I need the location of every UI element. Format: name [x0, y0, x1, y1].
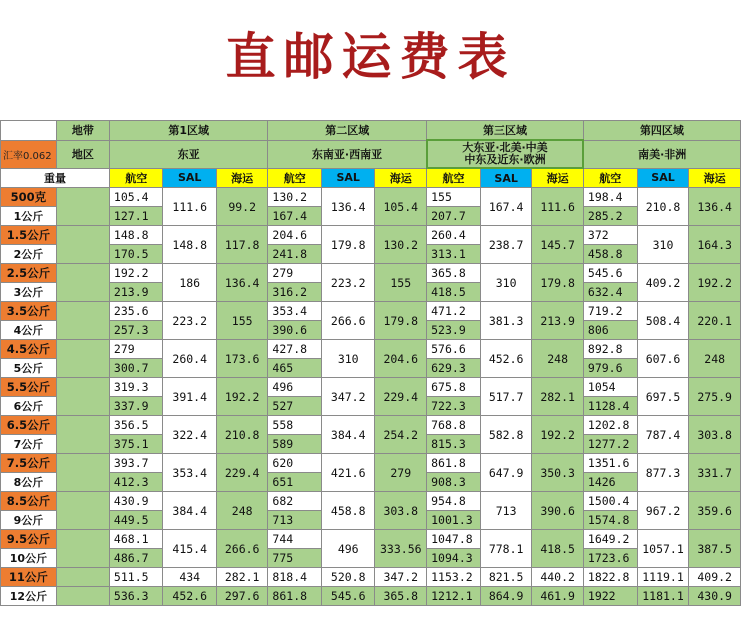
- air-rate-cell: 300.7: [109, 359, 163, 378]
- air-rate-cell: 313.1: [427, 245, 481, 264]
- sea-rate-cell: 282.1: [532, 378, 584, 416]
- sal-rate-cell: 647.9: [480, 454, 532, 492]
- sal-rate-cell: 384.4: [163, 492, 216, 530]
- weight-cell: 5.5公斤: [1, 378, 57, 397]
- sea-rate-cell: 409.2: [689, 568, 741, 587]
- air-rate-cell: 536.3: [109, 587, 163, 606]
- zone-3-region: [427, 140, 584, 168]
- sea-rate-cell: 145.7: [532, 226, 584, 264]
- mode-header-sal: SAL: [321, 168, 374, 188]
- zone-1-header: 第1区域: [109, 121, 268, 141]
- air-rate-cell: 818.4: [268, 568, 322, 587]
- air-rate-cell: 1649.2: [583, 530, 637, 549]
- air-rate-cell: 468.1: [109, 530, 163, 549]
- sal-rate-cell: 260.4: [163, 340, 216, 378]
- air-rate-cell: 285.2: [583, 207, 637, 226]
- blank-cell: [56, 264, 109, 302]
- sea-rate-cell: 179.8: [375, 302, 427, 340]
- weight-cell: 9公斤: [1, 511, 57, 530]
- sea-rate-cell: 282.1: [216, 568, 268, 587]
- air-rate-cell: 412.3: [109, 473, 163, 492]
- mode-header-air: 航空: [427, 168, 481, 188]
- air-rate-cell: 279: [109, 340, 163, 359]
- air-rate-cell: 651: [268, 473, 322, 492]
- mode-header-air: 航空: [583, 168, 637, 188]
- weight-cell: 1.5公斤: [1, 226, 57, 245]
- air-rate-cell: 1574.8: [583, 511, 637, 530]
- sal-rate-cell: 421.6: [321, 454, 374, 492]
- blank-cell: [56, 340, 109, 378]
- table-row: [1, 302, 741, 321]
- air-rate-cell: 458.8: [583, 245, 637, 264]
- weight-cell: 2公斤: [1, 245, 57, 264]
- sea-rate-cell: 430.9: [689, 587, 741, 606]
- air-rate-cell: 815.3: [427, 435, 481, 454]
- air-rate-cell: 155: [427, 188, 481, 207]
- sea-rate-cell: 331.7: [689, 454, 741, 492]
- sal-rate-cell: 517.7: [480, 378, 532, 416]
- weight-cell: 3公斤: [1, 283, 57, 302]
- air-rate-cell: 1277.2: [583, 435, 637, 454]
- sal-rate-cell: 508.4: [637, 302, 689, 340]
- sea-rate-cell: 440.2: [532, 568, 584, 587]
- air-rate-cell: 130.2: [268, 188, 322, 207]
- air-rate-cell: 204.6: [268, 226, 322, 245]
- weight-cell: 6公斤: [1, 397, 57, 416]
- sal-rate-cell: 787.4: [637, 416, 689, 454]
- air-rate-cell: 496: [268, 378, 322, 397]
- air-rate-cell: 279: [268, 264, 322, 283]
- exchange-rate: 汇率0.062: [1, 140, 57, 168]
- sal-rate-cell: 496: [321, 530, 374, 568]
- sal-rate-cell: 391.4: [163, 378, 216, 416]
- mode-header-air: 航空: [109, 168, 163, 188]
- mode-header-sea: 海运: [532, 168, 584, 188]
- blank-cell: [56, 587, 109, 606]
- air-rate-cell: 527: [268, 397, 322, 416]
- table-row: [1, 416, 741, 435]
- sea-rate-cell: 136.4: [216, 264, 268, 302]
- table-row: [1, 226, 741, 245]
- sea-rate-cell: 192.2: [532, 416, 584, 454]
- air-rate-cell: 806: [583, 321, 637, 340]
- zone-3-region-line1: 大东亚·北美·中美: [462, 141, 548, 154]
- air-rate-cell: 892.8: [583, 340, 637, 359]
- blank-cell: [56, 302, 109, 340]
- air-rate-cell: 589: [268, 435, 322, 454]
- air-rate-cell: 682: [268, 492, 322, 511]
- sea-rate-cell: 130.2: [375, 226, 427, 264]
- air-rate-cell: 1047.8: [427, 530, 481, 549]
- sea-rate-cell: 117.8: [216, 226, 268, 264]
- air-rate-cell: 427.8: [268, 340, 322, 359]
- sal-rate-cell: 582.8: [480, 416, 532, 454]
- sal-rate-cell: 778.1: [480, 530, 532, 568]
- weight-cell: 11公斤: [1, 568, 57, 587]
- air-rate-cell: 1212.1: [427, 587, 481, 606]
- sal-rate-cell: 1119.1: [637, 568, 689, 587]
- sea-rate-cell: 387.5: [689, 530, 741, 568]
- air-rate-cell: 486.7: [109, 549, 163, 568]
- table-row: [1, 264, 741, 283]
- sea-rate-cell: 136.4: [689, 188, 741, 226]
- air-rate-cell: 744: [268, 530, 322, 549]
- mode-header-air: 航空: [268, 168, 322, 188]
- sea-rate-cell: 210.8: [216, 416, 268, 454]
- blank-cell: [56, 416, 109, 454]
- sea-rate-cell: 275.9: [689, 378, 741, 416]
- table-row: [1, 188, 741, 207]
- sal-rate-cell: 381.3: [480, 302, 532, 340]
- air-rate-cell: 319.3: [109, 378, 163, 397]
- sea-rate-cell: 333.56: [375, 530, 427, 568]
- air-rate-cell: 629.3: [427, 359, 481, 378]
- sea-rate-cell: 192.2: [216, 378, 268, 416]
- air-rate-cell: 979.6: [583, 359, 637, 378]
- sea-rate-cell: 155: [375, 264, 427, 302]
- sea-rate-cell: 173.6: [216, 340, 268, 378]
- sal-rate-cell: 167.4: [480, 188, 532, 226]
- sal-rate-cell: 322.4: [163, 416, 216, 454]
- weight-cell: 2.5公斤: [1, 264, 57, 283]
- air-rate-cell: 375.1: [109, 435, 163, 454]
- zone-2-region: 东南亚·西南亚: [268, 140, 427, 168]
- sea-rate-cell: 254.2: [375, 416, 427, 454]
- sal-rate-cell: 310: [637, 226, 689, 264]
- zone-4-header: 第四区域: [583, 121, 740, 141]
- air-rate-cell: 1054: [583, 378, 637, 397]
- zone-1-region: 东亚: [109, 140, 268, 168]
- air-rate-cell: 235.6: [109, 302, 163, 321]
- table-row: [1, 568, 741, 587]
- sal-rate-cell: 452.6: [480, 340, 532, 378]
- sal-rate-cell: 864.9: [480, 587, 532, 606]
- sal-rate-cell: 607.6: [637, 340, 689, 378]
- air-rate-cell: 418.5: [427, 283, 481, 302]
- blank-cell: [56, 226, 109, 264]
- mode-header-sal: SAL: [637, 168, 689, 188]
- air-rate-cell: 861.8: [427, 454, 481, 473]
- air-rate-cell: 356.5: [109, 416, 163, 435]
- air-rate-cell: 257.3: [109, 321, 163, 340]
- mode-header-sea: 海运: [216, 168, 268, 188]
- sea-rate-cell: 418.5: [532, 530, 584, 568]
- air-rate-cell: 632.4: [583, 283, 637, 302]
- sea-rate-cell: 220.1: [689, 302, 741, 340]
- air-rate-cell: 722.3: [427, 397, 481, 416]
- weight-cell: 8公斤: [1, 473, 57, 492]
- air-rate-cell: 713: [268, 511, 322, 530]
- weight-cell: 4公斤: [1, 321, 57, 340]
- sal-rate-cell: 310: [321, 340, 374, 378]
- table-row: [1, 340, 741, 359]
- sea-rate-cell: 303.8: [689, 416, 741, 454]
- sal-rate-cell: 266.6: [321, 302, 374, 340]
- air-rate-cell: 558: [268, 416, 322, 435]
- sea-rate-cell: 229.4: [375, 378, 427, 416]
- sea-rate-cell: 155: [216, 302, 268, 340]
- air-rate-cell: 192.2: [109, 264, 163, 283]
- mode-header-sea: 海运: [375, 168, 427, 188]
- sal-rate-cell: 148.8: [163, 226, 216, 264]
- region-label: 地区: [56, 140, 109, 168]
- air-rate-cell: 1153.2: [427, 568, 481, 587]
- weight-cell: 5公斤: [1, 359, 57, 378]
- sea-rate-cell: 99.2: [216, 188, 268, 226]
- zone-4-region: 南美·非洲: [583, 140, 740, 168]
- air-rate-cell: 353.4: [268, 302, 322, 321]
- air-rate-cell: 170.5: [109, 245, 163, 264]
- sea-rate-cell: 297.6: [216, 587, 268, 606]
- air-rate-cell: 620: [268, 454, 322, 473]
- sal-rate-cell: 179.8: [321, 226, 374, 264]
- weight-cell: 8.5公斤: [1, 492, 57, 511]
- sal-rate-cell: 434: [163, 568, 216, 587]
- air-rate-cell: 449.5: [109, 511, 163, 530]
- sal-rate-cell: 223.2: [321, 264, 374, 302]
- sea-rate-cell: 111.6: [532, 188, 584, 226]
- air-rate-cell: 1351.6: [583, 454, 637, 473]
- weight-cell: 9.5公斤: [1, 530, 57, 549]
- corner-cell: [1, 121, 57, 141]
- sea-rate-cell: 347.2: [375, 568, 427, 587]
- blank-cell: [56, 454, 109, 492]
- sal-rate-cell: 967.2: [637, 492, 689, 530]
- air-rate-cell: 1426: [583, 473, 637, 492]
- sea-rate-cell: 279: [375, 454, 427, 492]
- air-rate-cell: 954.8: [427, 492, 481, 511]
- zone-label: 地带: [56, 121, 109, 141]
- sal-rate-cell: 186: [163, 264, 216, 302]
- air-rate-cell: 365.8: [427, 264, 481, 283]
- sal-rate-cell: 409.2: [637, 264, 689, 302]
- air-rate-cell: 430.9: [109, 492, 163, 511]
- sea-rate-cell: 350.3: [532, 454, 584, 492]
- air-rate-cell: 260.4: [427, 226, 481, 245]
- air-rate-cell: 1922: [583, 587, 637, 606]
- air-rate-cell: 1500.4: [583, 492, 637, 511]
- table-row: [1, 492, 741, 511]
- table-row: [1, 454, 741, 473]
- air-rate-cell: 675.8: [427, 378, 481, 397]
- weight-cell: 12公斤: [1, 587, 57, 606]
- air-rate-cell: 390.6: [268, 321, 322, 340]
- weight-cell: 10公斤: [1, 549, 57, 568]
- air-rate-cell: 167.4: [268, 207, 322, 226]
- air-rate-cell: 148.8: [109, 226, 163, 245]
- blank-cell: [56, 378, 109, 416]
- sal-rate-cell: 415.4: [163, 530, 216, 568]
- sal-rate-cell: 238.7: [480, 226, 532, 264]
- air-rate-cell: 337.9: [109, 397, 163, 416]
- weight-cell: 7.5公斤: [1, 454, 57, 473]
- sea-rate-cell: 105.4: [375, 188, 427, 226]
- sea-rate-cell: 303.8: [375, 492, 427, 530]
- air-rate-cell: 198.4: [583, 188, 637, 207]
- sal-rate-cell: 821.5: [480, 568, 532, 587]
- air-rate-cell: 1723.6: [583, 549, 637, 568]
- zone-2-header: 第二区域: [268, 121, 427, 141]
- air-rate-cell: 768.8: [427, 416, 481, 435]
- air-rate-cell: 719.2: [583, 302, 637, 321]
- sal-rate-cell: 452.6: [163, 587, 216, 606]
- sal-rate-cell: 310: [480, 264, 532, 302]
- sal-rate-cell: 697.5: [637, 378, 689, 416]
- sea-rate-cell: 229.4: [216, 454, 268, 492]
- zone-3-region-line2: 中东及近东·欧洲: [464, 153, 546, 166]
- sal-rate-cell: 713: [480, 492, 532, 530]
- sea-rate-cell: 164.3: [689, 226, 741, 264]
- sal-rate-cell: 223.2: [163, 302, 216, 340]
- page-title: 直邮运费表: [225, 28, 516, 86]
- sal-rate-cell: 877.3: [637, 454, 689, 492]
- sal-rate-cell: 458.8: [321, 492, 374, 530]
- blank-cell: [56, 188, 109, 226]
- air-rate-cell: 1202.8: [583, 416, 637, 435]
- sea-rate-cell: 359.6: [689, 492, 741, 530]
- sea-rate-cell: 248: [689, 340, 741, 378]
- mode-header-sea: 海运: [689, 168, 741, 188]
- table-row: [1, 378, 741, 397]
- air-rate-cell: 465: [268, 359, 322, 378]
- table-row: [1, 530, 741, 549]
- mode-header-sal: SAL: [480, 168, 532, 188]
- air-rate-cell: 1094.3: [427, 549, 481, 568]
- air-rate-cell: 1128.4: [583, 397, 637, 416]
- weight-cell: 6.5公斤: [1, 416, 57, 435]
- zone-3-header: 第三区域: [427, 121, 584, 141]
- air-rate-cell: 511.5: [109, 568, 163, 587]
- air-rate-cell: 545.6: [583, 264, 637, 283]
- sal-rate-cell: 545.6: [321, 587, 374, 606]
- weight-cell: 7公斤: [1, 435, 57, 454]
- mode-header-sal: SAL: [163, 168, 216, 188]
- air-rate-cell: 1822.8: [583, 568, 637, 587]
- air-rate-cell: 908.3: [427, 473, 481, 492]
- air-rate-cell: 471.2: [427, 302, 481, 321]
- sal-rate-cell: 1057.1: [637, 530, 689, 568]
- blank-cell: [56, 568, 109, 587]
- sea-rate-cell: 266.6: [216, 530, 268, 568]
- sal-rate-cell: 136.4: [321, 188, 374, 226]
- sea-rate-cell: 192.2: [689, 264, 741, 302]
- air-rate-cell: 1001.3: [427, 511, 481, 530]
- air-rate-cell: 316.2: [268, 283, 322, 302]
- weight-cell: 3.5公斤: [1, 302, 57, 321]
- sea-rate-cell: 248: [216, 492, 268, 530]
- weight-cell: 4.5公斤: [1, 340, 57, 359]
- sal-rate-cell: 111.6: [163, 188, 216, 226]
- sal-rate-cell: 210.8: [637, 188, 689, 226]
- sea-rate-cell: 179.8: [532, 264, 584, 302]
- air-rate-cell: 241.8: [268, 245, 322, 264]
- air-rate-cell: 576.6: [427, 340, 481, 359]
- weight-header: 重量: [1, 168, 110, 188]
- air-rate-cell: 105.4: [109, 188, 163, 207]
- sal-rate-cell: 384.4: [321, 416, 374, 454]
- air-rate-cell: 775: [268, 549, 322, 568]
- sal-rate-cell: 347.2: [321, 378, 374, 416]
- sea-rate-cell: 461.9: [532, 587, 584, 606]
- air-rate-cell: 861.8: [268, 587, 322, 606]
- weight-cell: 1公斤: [1, 207, 57, 226]
- sea-rate-cell: 365.8: [375, 587, 427, 606]
- air-rate-cell: 207.7: [427, 207, 481, 226]
- sea-rate-cell: 248: [532, 340, 584, 378]
- sea-rate-cell: 213.9: [532, 302, 584, 340]
- sal-rate-cell: 1181.1: [637, 587, 689, 606]
- weight-cell: 500克: [1, 188, 57, 207]
- sal-rate-cell: 353.4: [163, 454, 216, 492]
- shipping-rate-table: [0, 120, 741, 606]
- air-rate-cell: 523.9: [427, 321, 481, 340]
- sal-rate-cell: 520.8: [321, 568, 374, 587]
- blank-cell: [56, 530, 109, 568]
- air-rate-cell: 213.9: [109, 283, 163, 302]
- sea-rate-cell: 390.6: [532, 492, 584, 530]
- air-rate-cell: 372: [583, 226, 637, 245]
- table-row: [1, 587, 741, 606]
- air-rate-cell: 127.1: [109, 207, 163, 226]
- sea-rate-cell: 204.6: [375, 340, 427, 378]
- blank-cell: [56, 492, 109, 530]
- air-rate-cell: 393.7: [109, 454, 163, 473]
